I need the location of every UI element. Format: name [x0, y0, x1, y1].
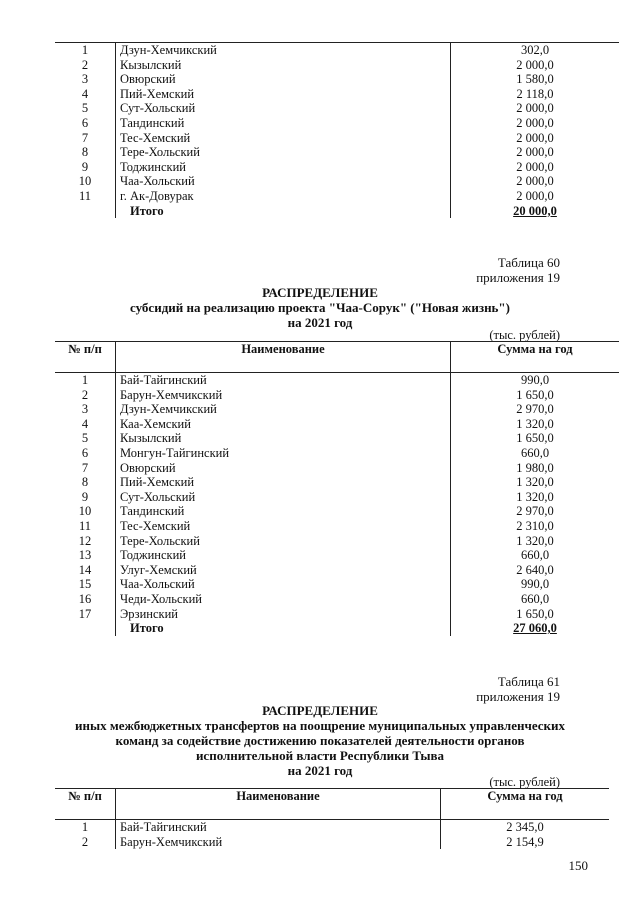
table-row [55, 116, 619, 131]
row-number: 2 [55, 58, 116, 73]
table-61-col-sum: Сумма на год [441, 789, 610, 820]
row-number: 1 [55, 373, 116, 388]
table-60-caption-appendix: приложения 19 [476, 270, 560, 285]
row-sum: 1 580,0 [516, 72, 554, 87]
table-row [55, 461, 619, 476]
table-61-heading-line-2: иных межбюджетных трансфертов на поощрение муниципальных управленческих [75, 718, 565, 733]
row-number: 5 [55, 101, 116, 116]
table-row [55, 563, 619, 578]
table-row [55, 548, 619, 563]
table-60-heading-title: РАСПРЕДЕЛЕНИЕ [262, 285, 378, 300]
row-name: Дзун-Хемчикский [116, 402, 451, 417]
table-61-col-num: № п/п [55, 789, 116, 820]
total-row [55, 621, 619, 636]
table-61-caption [476, 674, 560, 704]
row-sum: 2 345,0 [506, 820, 544, 834]
row-number: 11 [55, 519, 116, 534]
row-sum: 1 650,0 [516, 431, 554, 446]
row-sum: 2 000,0 [516, 174, 554, 189]
row-number: 2 [55, 835, 116, 850]
total-label: Итого [116, 204, 451, 219]
total-number-cell [55, 621, 116, 636]
table-60-col-num: № п/п [55, 342, 116, 373]
row-number: 10 [55, 504, 116, 519]
table-row [55, 43, 619, 58]
row-number: 8 [55, 145, 116, 160]
row-name: Тере-Хольский [116, 145, 451, 160]
row-sum: 2 970,0 [516, 402, 554, 417]
row-name: Сут-Хольский [116, 101, 451, 116]
table-61-heading [60, 703, 580, 778]
table-61-caption-number: Таблица 61 [497, 674, 560, 689]
table-row [55, 417, 619, 432]
row-name: Бай-Тайгинский [116, 820, 441, 835]
table-61-heading-title: РАСПРЕДЕЛЕНИЕ [262, 703, 378, 718]
table-row [55, 87, 619, 102]
table-61-col-name: Наименование [116, 789, 441, 820]
row-name: Эрзинский [116, 607, 451, 622]
row-name: Кызылский [116, 431, 451, 446]
row-name: Барун-Хемчикский [116, 835, 441, 850]
row-sum: 660,0 [520, 445, 550, 460]
row-name: Бай-Тайгинский [116, 373, 451, 388]
total-sum: 27 060,0 [513, 621, 557, 636]
total-label: Итого [116, 621, 451, 636]
table-row [55, 835, 609, 850]
row-name: Чаа-Хольский [116, 577, 451, 592]
row-sum: 1 980,0 [516, 460, 554, 475]
row-number: 7 [55, 461, 116, 476]
table-60-heading [60, 285, 580, 330]
row-number: 3 [55, 402, 116, 417]
row-name: Сут-Хольский [116, 490, 451, 505]
table-61-heading-line-4: исполнительной власти Республики Тыва [195, 748, 445, 763]
row-number: 17 [55, 607, 116, 622]
row-name: Тес-Хемский [116, 519, 451, 534]
total-sum: 20 000,0 [513, 203, 557, 218]
table-row [55, 402, 619, 417]
table-row [55, 174, 619, 189]
table-row [55, 388, 619, 403]
table-row [55, 72, 619, 87]
table-59-continuation [55, 42, 619, 218]
row-sum: 2 000,0 [516, 159, 554, 174]
row-sum: 1 320,0 [516, 533, 554, 548]
row-name: Овюрский [116, 72, 451, 87]
row-number: 4 [55, 87, 116, 102]
table-60-caption [476, 255, 560, 285]
table-60-col-sum: Сумма на год [451, 342, 620, 373]
row-number: 5 [55, 431, 116, 446]
table-60-units: (тыс. рублей) [489, 328, 560, 342]
row-number: 6 [55, 446, 116, 461]
table-61-header-row [55, 789, 609, 820]
row-number: 14 [55, 563, 116, 578]
row-name: Тоджинский [116, 160, 451, 175]
table-row [55, 101, 619, 116]
row-sum: 660,0 [520, 548, 550, 563]
row-name: Барун-Хемчикский [116, 388, 451, 403]
row-number: 2 [55, 388, 116, 403]
row-name: Пий-Хемский [116, 475, 451, 490]
table-61-caption-appendix: приложения 19 [476, 689, 560, 704]
row-sum: 2 154,9 [506, 834, 544, 849]
row-sum: 2 970,0 [516, 504, 554, 519]
row-sum: 2 000,0 [516, 115, 554, 130]
row-number: 16 [55, 592, 116, 607]
table-row [55, 431, 619, 446]
table-61-heading-year: на 2021 год [287, 763, 353, 778]
row-number: 1 [55, 820, 116, 835]
row-name: Тере-Хольский [116, 534, 451, 549]
total-number-cell [55, 204, 116, 219]
table-row [55, 519, 619, 534]
row-sum: 2 000,0 [516, 145, 554, 160]
table-61-units: (тыс. рублей) [489, 775, 560, 789]
page-number: 150 [568, 858, 588, 873]
row-sum: 1 320,0 [516, 416, 554, 431]
row-number: 7 [55, 131, 116, 146]
row-sum: 2 000,0 [516, 188, 554, 203]
table-60-heading-year: на 2021 год [287, 315, 353, 330]
row-sum: 2 310,0 [516, 518, 554, 533]
row-name: Тандинский [116, 116, 451, 131]
row-number: 9 [55, 160, 116, 175]
table-row [55, 607, 619, 622]
table-row [55, 820, 609, 835]
row-sum: 2 000,0 [516, 130, 554, 145]
table-60-col-name: Наименование [116, 342, 451, 373]
table-row [55, 475, 619, 490]
row-sum: 1 650,0 [516, 606, 554, 621]
row-name: Кызылский [116, 58, 451, 73]
table-row [55, 131, 619, 146]
total-row [55, 204, 619, 219]
row-name: Тес-Хемский [116, 131, 451, 146]
table-60 [55, 341, 619, 636]
row-sum: 1 320,0 [516, 475, 554, 490]
table-row [55, 577, 619, 592]
row-name: Овюрский [116, 461, 451, 476]
row-sum: 1 650,0 [516, 387, 554, 402]
table-row [55, 534, 619, 549]
table-row [55, 160, 619, 175]
row-number: 10 [55, 174, 116, 189]
row-name: Пий-Хемский [116, 87, 451, 102]
table-61 [55, 788, 609, 849]
row-sum: 660,0 [520, 591, 550, 606]
row-name: Монгун-Тайгинский [116, 446, 451, 461]
row-number: 13 [55, 548, 116, 563]
table-row [55, 189, 619, 204]
row-name: Чеди-Хольский [116, 592, 451, 607]
row-sum: 990,0 [520, 373, 550, 387]
row-name: Тоджинский [116, 548, 451, 563]
table-row [55, 58, 619, 73]
table-row [55, 446, 619, 461]
table-60-header-row [55, 342, 619, 373]
row-name: Улуг-Хемский [116, 563, 451, 578]
row-number: 12 [55, 534, 116, 549]
row-name: Тандинский [116, 504, 451, 519]
row-sum: 2 000,0 [516, 101, 554, 116]
row-number: 11 [55, 189, 116, 204]
row-number: 8 [55, 475, 116, 490]
row-sum: 302,0 [520, 43, 550, 57]
table-row [55, 145, 619, 160]
row-number: 4 [55, 417, 116, 432]
table-60-heading-subject: субсидий на реализацию проекта "Чаа-Сорук" ("Новая жизнь") [130, 300, 510, 315]
table-row [55, 373, 619, 388]
table-60-caption-number: Таблица 60 [497, 255, 560, 270]
row-sum: 2 000,0 [516, 57, 554, 72]
row-number: 6 [55, 116, 116, 131]
row-number: 9 [55, 490, 116, 505]
row-number: 15 [55, 577, 116, 592]
row-name: Чаа-Хольский [116, 174, 451, 189]
table-row [55, 592, 619, 607]
row-name: Каа-Хемский [116, 417, 451, 432]
row-sum: 2 118,0 [516, 86, 554, 101]
row-number: 1 [55, 43, 116, 58]
row-name: г. Ак-Довурак [116, 189, 451, 204]
table-row [55, 504, 619, 519]
table-row [55, 490, 619, 505]
row-sum: 990,0 [520, 577, 550, 592]
row-sum: 1 320,0 [516, 489, 554, 504]
table-61-heading-line-3: команд за содействие достижению показателей деятельности органов [115, 733, 525, 748]
row-number: 3 [55, 72, 116, 87]
row-sum: 2 640,0 [516, 562, 554, 577]
row-name: Дзун-Хемчикский [116, 43, 451, 58]
